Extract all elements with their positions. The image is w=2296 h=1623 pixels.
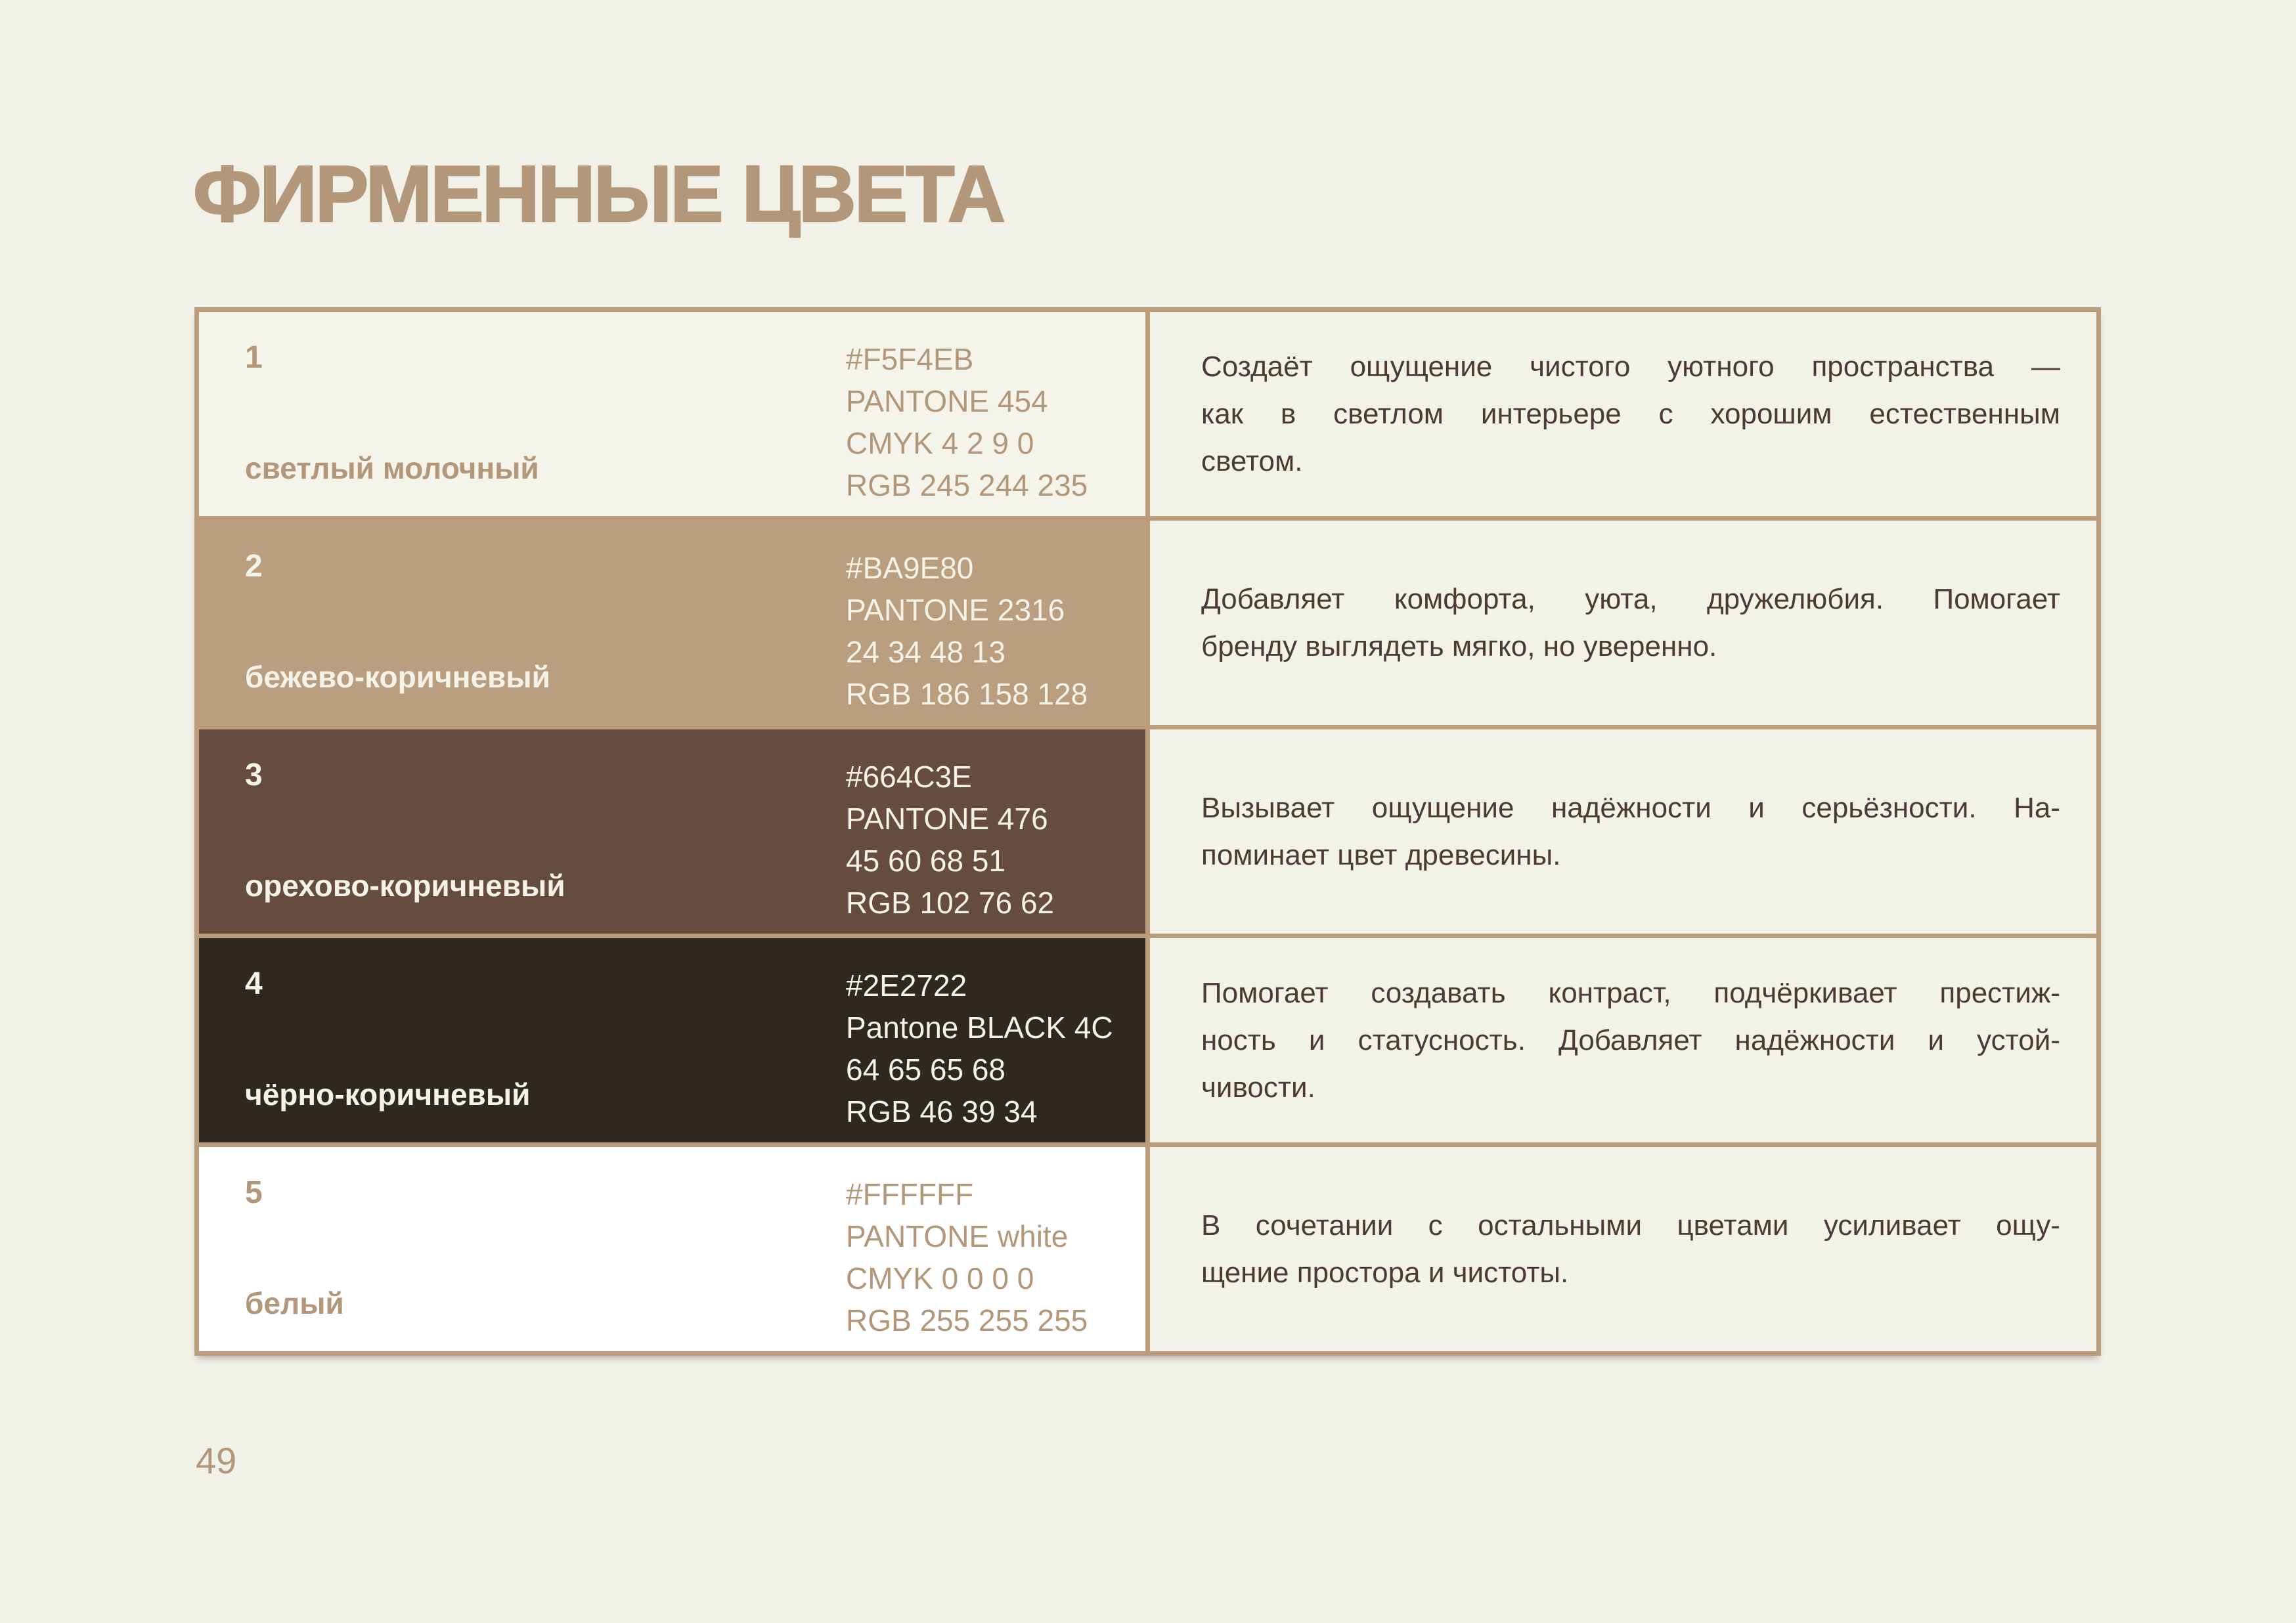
swatch-number: 4 [245,966,263,1001]
swatch-rgb: RGB 102 76 62 [846,886,1055,920]
color-description: Вызывает ощущение надёжности и серьёзности. На- поминает цвет древесины. [1150,729,2096,934]
table-row [199,725,2096,934]
swatch-cmyk: CMYK 0 0 0 0 [846,1261,1034,1295]
swatch-cmyk: 64 65 65 68 [846,1052,1006,1087]
swatch-hex: #F5F4EB [846,342,974,376]
swatch-values [846,964,1113,1133]
color-swatch-3 [199,729,1150,934]
swatch-rgb: RGB 186 158 128 [846,677,1088,711]
color-swatch-5 [199,1147,1150,1351]
table-row [199,312,2096,516]
swatch-pantone: PANTONE 2316 [846,593,1065,627]
table-row [199,516,2096,725]
swatch-number: 3 [245,758,263,792]
table-row [199,934,2096,1142]
page-number: 49 [196,1440,237,1481]
swatch-pantone: PANTONE 476 [846,802,1048,836]
table-row [199,1142,2096,1351]
color-description: В сочетании с остальными цветами усиливает ощу- щение простора и чистоты. [1150,1147,2096,1351]
swatch-hex: #BA9E80 [846,551,974,585]
color-swatch-2 [199,521,1150,725]
swatch-hex: #FFFFFF [846,1177,974,1211]
swatch-name: чёрно-коричневый [245,1077,531,1112]
swatch-values [846,547,1088,715]
swatch-rgb: RGB 46 39 34 [846,1094,1038,1129]
swatch-values [846,338,1088,506]
color-description: Помогает создавать контраст, подчёркивает престиж- ность и статусность. Добавляет надёжности и устой- чивости. [1150,938,2096,1142]
swatch-name: орехово-коричневый [245,869,565,903]
swatch-name: белый [245,1286,344,1320]
swatch-number: 5 [245,1175,263,1210]
swatch-hex: #664C3E [846,760,972,794]
page-title: ФИРМЕННЫЕ ЦВЕТА [193,149,1004,238]
swatch-rgb: RGB 245 244 235 [846,468,1088,502]
swatch-values [846,1173,1088,1341]
color-swatch-1 [199,312,1150,516]
swatch-pantone: PANTONE white [846,1219,1069,1253]
swatch-rgb: RGB 255 255 255 [846,1303,1088,1337]
swatch-number: 1 [245,340,263,375]
swatch-cmyk: 45 60 68 51 [846,844,1006,878]
color-description: Создаёт ощущение чистого уютного пространства — как в светлом интерьере с хорошим естественным светом. [1150,312,2096,516]
swatch-name: светлый молочный [245,451,539,485]
swatch-values [846,756,1054,924]
swatch-pantone: Pantone BLACK 4C [846,1010,1113,1045]
brand-colors-table [194,307,2101,1356]
swatch-number: 2 [245,549,263,584]
color-swatch-4 [199,938,1150,1142]
swatch-cmyk: 24 34 48 13 [846,635,1006,669]
color-description: Добавляет комфорта, уюта, дружелюбия. Помогает бренду выглядеть мягко, но уверенно. [1150,521,2096,725]
swatch-name: бежево-коричневый [245,660,550,694]
swatch-cmyk: CMYK 4 2 9 0 [846,426,1034,460]
swatch-hex: #2E2722 [846,968,967,1003]
swatch-pantone: PANTONE 454 [846,384,1048,418]
